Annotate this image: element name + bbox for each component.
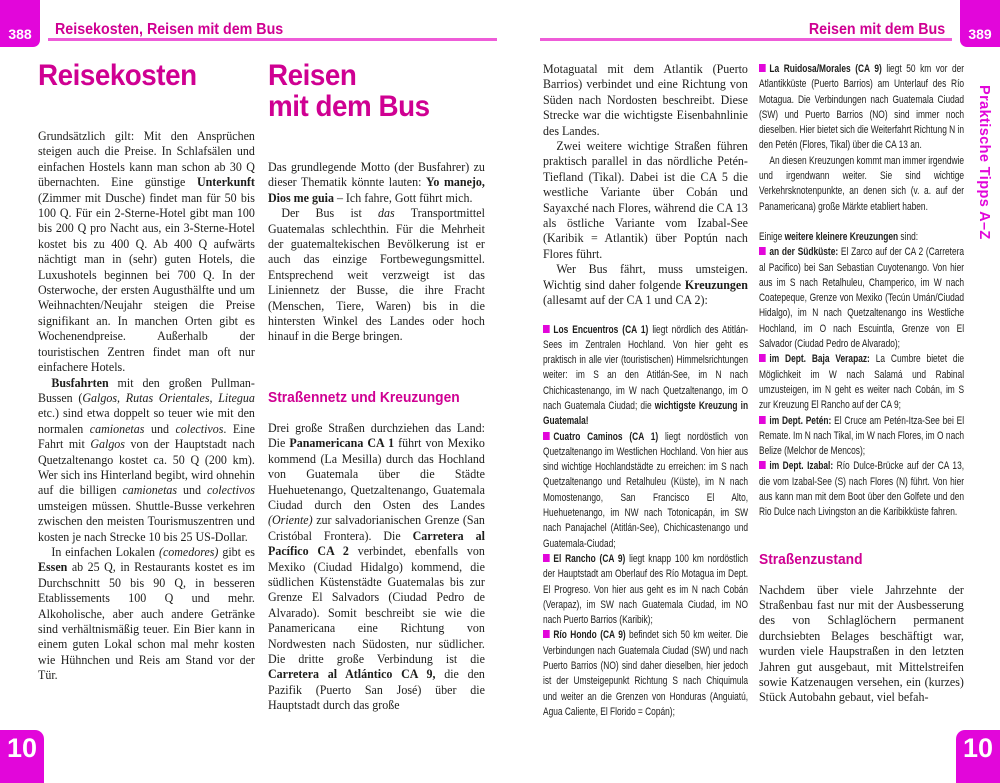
- bullet-square-icon: [543, 554, 550, 562]
- bullet-square-icon: [759, 416, 766, 424]
- paragraph: In einfachen Lokalen (comedores) gibt es Essen ab 25 Q, in Restaurants kostet es im Durchschnitt 50 bis 90 Q, in besseren Etablissements 100 Q und mehr. Alkoholische, aber auch andere Getränke sind verhältnismäßig teuer. Ein Bier kann in einem guten Lokal schon mal mehr kosten wie Hühnchen und Reis am Stand vor der Tür.: [38, 544, 255, 683]
- page-number-tab-left: [0, 0, 40, 47]
- column-3: [543, 62, 748, 757]
- bullet-square-icon: [543, 325, 550, 333]
- page-number-tab-right: [960, 0, 1000, 47]
- bullet-item: im Dept. Izabal: Río Dulce-Brücke auf der CA 13, die vom Izabal-See (S) nach Flores (N) führt. Von hier aus kann man mit dem Boot über den Golfete und den Rio Dulce nach Livingston an die Karibikküste fahren.: [759, 460, 964, 519]
- chapter-side-tab-label: Praktische Tipps A–Z: [976, 85, 992, 240]
- bullet-item: an der Südküste: El Zarco auf der CA 2 (Carretera al Pacifico) bei San Sebastian Cuyotenango. Von hier aus im S nach Retalhuleu, Champerico, im W nach Coatepeque, Grenze von Mexiko (Tecún Umán/Ciudad Hidalgo), im N nach Quetzaltenango ins Westliche Hochland, im O nach Escuintla, Grenze von El Salvador (Ciudad Pedro de Alvarado);: [759, 246, 964, 351]
- page-number: 388: [8, 26, 32, 42]
- paragraph: Busfahrten mit den großen Pullman-Bussen (Galgos, Rutas Orientales, Litegua etc.) sind etwa doppelt so teuer wie mit den normalen camionetas und colectivos. Eine Fahrt mit Galgos von der Hauptstadt nach Quetzaltenango kostet ca. 50 Q (200 km). Wer sich ins Hinterland begibt, wird ohnehin auf die billigen camionetas und colectivos umsteigen müssen. Shuttle-Busse verkehren zwischen den meisten Tourismuszentren und kosten je nach Strecke 10 bis 25 US-Dollar.: [38, 375, 255, 544]
- page-number: 389: [968, 26, 992, 42]
- bullet-square-icon: [759, 461, 766, 469]
- bullet-item: im Dept. Petén: El Cruce am Petén-Itza-See bei El Remate. Im N nach Tikal, im W nach Flores, im O nach Belize (Melchor de Mencos);: [759, 414, 964, 458]
- column-title: Reisekosten: [38, 60, 197, 92]
- column-4: [759, 62, 964, 757]
- paragraph: Grundsätzlich gilt: Mit den Ansprüchen steigen auch die Preise. In Schlafsälen und einfachen Hostels kann man schon ab 30 Q übernachten. Eine günstige Unterkunft (Zimmer mit Dusche) findet man für 50 bis 100 Q. Für ein 2-Sterne-Hotel gibt man 100 bis 200 Q pro Nacht aus, ein 3-Sterne-Hotel kostet bis zu 400 Q. Ab 400 Q aufwärts nächtigt man in (sehr) guten Hotels, die Luxushotels beginnen bei 700 Q. In der Osterwoche, der ersten Augusthälfte und um Weihnachten/Neujahr steigen die Preise signifikant an. In manchen Orten gibt es Wochenendpreise. Außerhalb der touristischen Zentren findet man oft nur einfachere Hotels.: [38, 129, 255, 375]
- chapter-number: 10: [962, 733, 994, 763]
- paragraph: Drei große Straßen durchziehen das Land: Die Panamericana CA 1 führt von Mexiko kommend (La Mesilla) durch das Hochland von Guatemala über die Städte Huehuetenango, Quetzaltenango, Guatemala Ciudad durch den Osten des Landes (Oriente) zur salvadorianischen Grenze (San Cristóbal Frontera). Die Carretera al Pacífico CA 2 verbindet, ebenfalls von Mexiko (Ciudad Hidalgo) kommend, die südlichen Küstenstädte Guatemalas bis zur Grenze El Salvadors (Ciudad Pedro de Alvarado). Somit beschreibt sie wie die Panamericana eine Richtung von Nordwesten nach Südosten, nur südlicher. Die dritte große Verbindung ist die Carretera al Atlántico CA 9, die den Pazifik (Puerto San José) über die Hauptstadt durch das große: [268, 420, 485, 713]
- paragraph: Wer Bus fährt, muss umsteigen. Wichtig sind daher folgende Kreuzungen (allesamt auf der CA 1 und CA 2):: [543, 262, 748, 308]
- bullet-item: La Ruidosa/Morales (CA 9) liegt 50 km vor der Atlantikküste (Puerto Barrios) am Unterlauf des Río Motagua. Die Verbindungen nach Guatemala Ciudad (SW) und Puerto Barrios (NO) sind immer noch dieselben. Hier bietet sich die Weiterfahrt Richtung N in den Petén (Flores, Tikal) über die CA 13 an.: [759, 63, 964, 152]
- chapter-number-tab-bottom-right: [956, 730, 1000, 783]
- bullet-item: Río Hondo (CA 9) befindet sich 50 km weiter. Die Verbindungen nach Guatemala Ciudad (SW) und nach Puerto Barrios (NO) sind daher dieselben, hier jedoch ist der Umsteigepunkt Richtung S nach Chiquimula und weiter an die Grenzen von Honduras (Anguiatú, Agua Caliente, El Florido = Copán);: [543, 629, 748, 718]
- header-rule-left: [48, 38, 497, 41]
- bullet-square-icon: [543, 630, 550, 638]
- bullet-item: Los Encuentros (CA 1) liegt nördlich des Atitlán-Sees im Zentralen Hochland. Von hier geht es praktisch in alle vier (touristischen) Himmelsrichtungen weiter: im S an den Atitlán-See, im N nach Chichicastenango, im W nach Quetzaltenango, im O nach Guatemala Ciudad; die wichtigste Kreuzung in Guatemala!: [543, 323, 748, 428]
- bullet-item: Cuatro Caminos (CA 1) liegt nordöstlich von Quetzaltenango im Westlichen Hochland. Von hier aus sind wichtige Hochlandstädte zu erreichen: im S nach Quetzaltenango und Retalhuleu (Küste), im N nach Momostenango, San Francisco El Alto, Huehuetenango, im NW nach Totonicapán, im SW nach Panajachel (Atitlán-See), Chichicastenango und Guatemala-Ciudad;: [543, 430, 748, 550]
- bullet-item: im Dept. Baja Verapaz: La Cumbre bietet die Möglichkeit im W nach Salamá und Rabinal umzusteigen, im N geht es weiter nach Cobán, im S zur Kreuzung El Rancho auf der CA 9;: [759, 353, 964, 412]
- paragraph: Motaguatal mit dem Atlantik (Puerto Barrios) verbindet und eine Richtung von Süden nach Nordosten beschreibt. Diese Strecke war die wichtigste Eisenbahnlinie des Landes.: [543, 62, 748, 138]
- bullet-square-icon: [759, 64, 766, 72]
- chapter-number: 10: [6, 733, 38, 763]
- subheading: Straßenzustand: [759, 550, 863, 568]
- paragraph: Nachdem über viele Jahrzehnte der Straßenbau fast nur mit der Ausbesserung des von Schlaglöchern permanent durchsiebten Belages beschäftigt war, wurden viele Haupstraßen in den letzten Jahren gut ausgebaut, mit Mittelstreifen sowie Katzenaugen versehen, ein (kurzes) Stück Autobahn gebaut, viel befah-: [759, 582, 964, 705]
- paragraph: Einige weitere kleinere Kreuzungen sind:: [759, 230, 919, 243]
- column-1: [38, 60, 255, 762]
- running-head-right: Reisen mit dem Bus: [808, 21, 945, 38]
- paragraph: Der Bus ist das Transportmittel Guatemalas schlechthin. Für die Mehrheit der guatemaltekischen Bevölkerung ist er auch das einzige Fortbewegungsmittel. Entsprechend weit verzweigt ist das Liniennetz der Busse, die ihre Fracht (Menschen, Tiere, Waren) bis in die hintersten Winkel des Landes oder hoch hinauf in die Berge bringen.: [268, 206, 485, 344]
- bullet-square-icon: [759, 247, 766, 255]
- bullet-item: El Rancho (CA 9) liegt knapp 100 km nordöstlich der Hauptstadt am Oberlauf des Río Motagua im Dept. El Progreso. Von hier aus geht es im N nach Cobán (Verapaz), im SW nach Guatemala Ciudad, im NO nach Puerto Barrios (Karibik);: [543, 552, 748, 627]
- running-head-left: Reisekosten, Reisen mit dem Bus: [55, 21, 284, 38]
- chapter-number-tab-bottom-left: [0, 730, 44, 783]
- paragraph: Zwei weitere wichtige Straßen führen praktisch parallel in das nördliche Petén-Tiefland (Tikal). Dabei ist die CA 5 die westliche Variante über Cobán und Sayaxché nach Flores, während die CA 13 als östliche Variante vom Izabal-See (Karibik = Atlantik) über Poptún nach Flores führt.: [543, 139, 748, 261]
- right-page-columns: [543, 62, 964, 757]
- bullet-square-icon: [759, 354, 766, 362]
- column-2: [268, 60, 485, 762]
- left-page-columns: [38, 60, 485, 762]
- paragraph: An diesen Kreuzungen kommt man immer irgendwie und irgendwann weiter. Sie sind wichtige Verkehrsknotenpunkte, an denen sich (v. a. auf der Panamericana) große Märkte etabliert haben.: [759, 154, 964, 213]
- paragraph: Das grundlegende Motto (der Busfahrer) zu dieser Thematik könnte lauten: Yo manejo, Dios me guia – Ich fahre, Gott führt mich.: [268, 160, 485, 205]
- bullet-square-icon: [543, 432, 550, 440]
- column-title: Reisen mit dem Bus: [268, 60, 430, 123]
- subheading: Straßennetz und Kreuzungen: [268, 388, 460, 406]
